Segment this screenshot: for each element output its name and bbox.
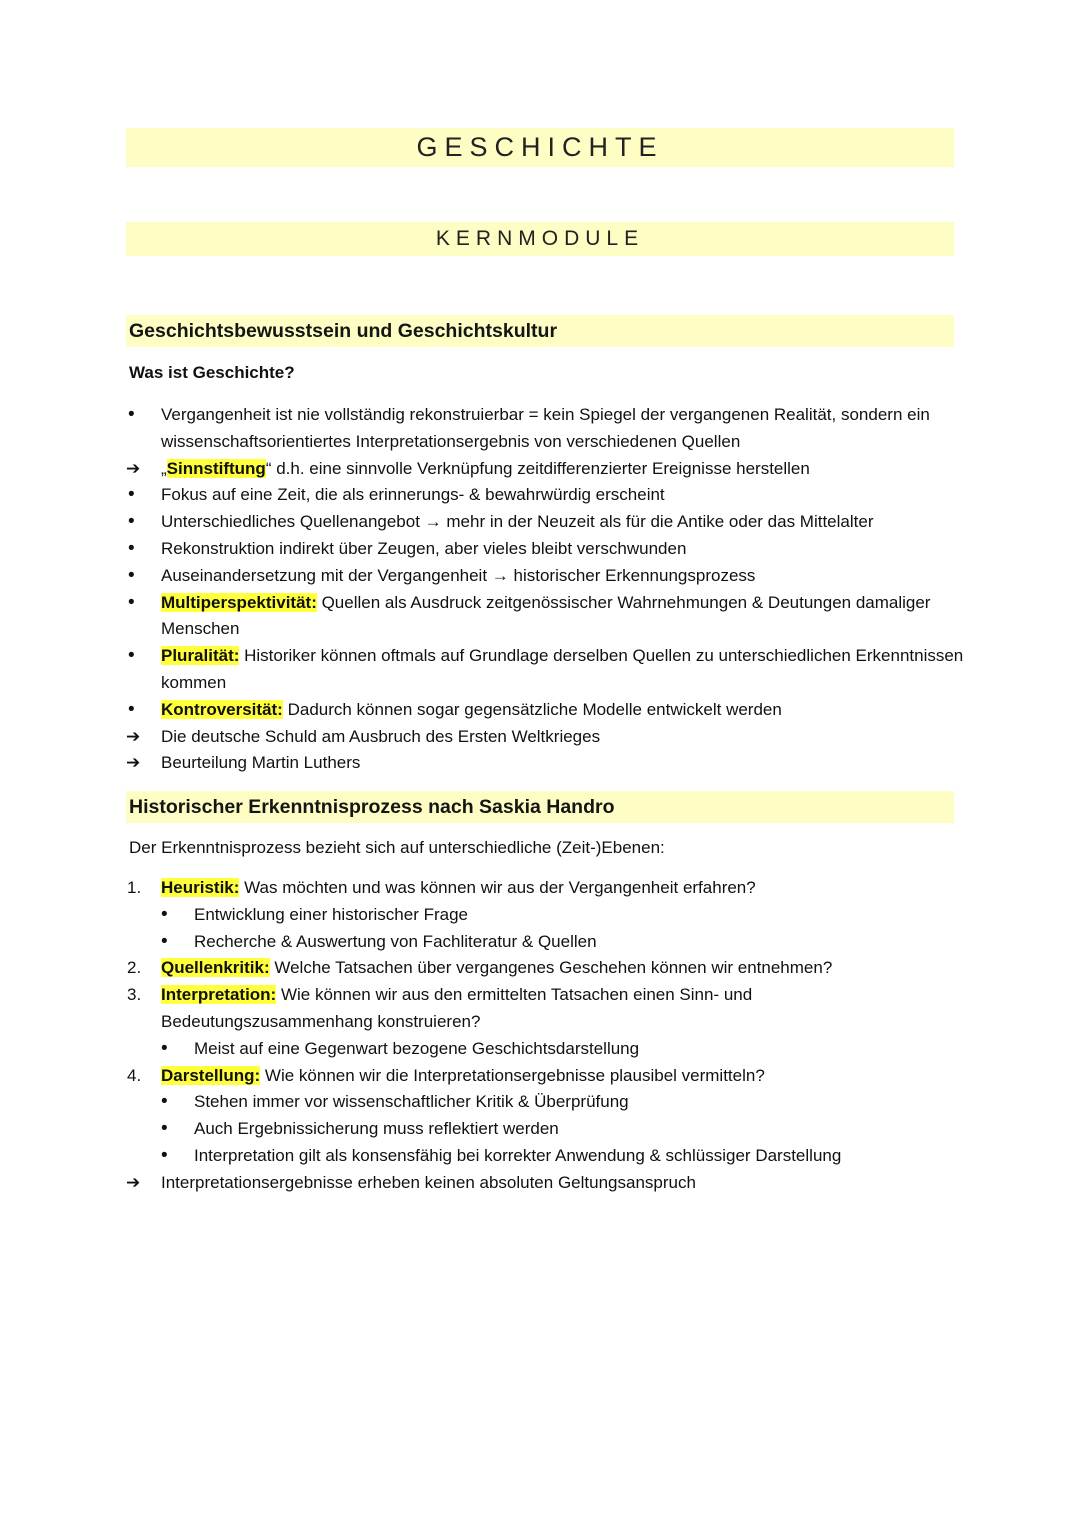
term-highlight: Heuristik: — [161, 878, 240, 897]
bullet-icon — [159, 1143, 189, 1170]
list-item: • Rekonstruktion indirekt über Zeugen, aber vieles bleibt verschwunden — [126, 536, 966, 563]
list-item: • Auseinandersetzung mit der Vergangenheit → historischer Erkennungsprozess — [126, 563, 966, 590]
term-highlight: Multiperspektivität: — [161, 592, 317, 612]
section1-list — [126, 402, 966, 777]
section2-intro: Der Erkenntnisprozess bezieht sich auf unterschiedliche (Zeit-)Ebenen: — [129, 838, 665, 857]
term-highlight: Pluralität: — [161, 646, 240, 666]
bullet-icon — [126, 590, 156, 617]
bullet-icon — [126, 509, 156, 536]
bullet-icon — [126, 536, 156, 563]
list-item: ➔ „Sinnstiftung“ d.h. eine sinnvolle Verknüpfung zeitdifferenzierter Ereignisse herstellen — [126, 456, 966, 483]
section2-list — [126, 875, 966, 1197]
section2-heading-band — [126, 791, 954, 823]
list-item: • Interpretation gilt als konsensfähig bei korrekter Anwendung & schlüssiger Darstellung — [126, 1143, 966, 1170]
list-item — [126, 1170, 966, 1197]
arrow-icon: ➔ — [126, 753, 141, 773]
term-highlight: Quellenkritik: — [161, 958, 270, 978]
term-highlight: Kontroversität: — [161, 699, 283, 719]
bullet-icon — [126, 563, 156, 590]
step-number: 1. — [127, 878, 142, 897]
arrow-icon: ➔ — [126, 726, 141, 746]
bullet-icon — [159, 902, 189, 929]
document-subtitle: KERNMODULE — [435, 227, 645, 250]
section1-heading: Geschichtsbewusstsein und Geschichtskultur — [129, 320, 558, 342]
step-number: 4. — [127, 1065, 142, 1085]
conclusion-text: Interpretationsergebnisse erheben keinen absoluten Geltungsanspruch — [161, 1172, 696, 1192]
list-item: • Multiperspektivität: Quellen als Ausdruck zeitgenössischer Wahrnehmungen & Deutungen damaliger Menschen — [126, 590, 966, 644]
bullet-icon — [159, 1036, 189, 1063]
list-item: • Fokus auf eine Zeit, die als erinnerungs- & bewahrwürdig erscheint — [126, 482, 966, 509]
section1-heading-band — [126, 315, 954, 347]
list-item: • Meist auf eine Gegenwart bezogene Geschichtsdarstellung — [126, 1036, 966, 1063]
document-title: GESCHICHTE — [416, 132, 664, 162]
bullet-icon — [126, 402, 156, 429]
bullet-icon — [126, 482, 156, 509]
list-item: • Kontroversität: Dadurch können sogar gegensätzliche Modelle entwickelt werden — [126, 697, 966, 724]
term-highlight: Sinnstiftung — [166, 458, 266, 478]
bullet-icon — [159, 929, 189, 956]
bullet-icon — [126, 697, 156, 724]
list-item: 3. Interpretation: Wie können wir aus den ermittelten Tatsachen einen Sinn- und Bedeutungszusammenhang konstruieren? — [126, 982, 966, 1036]
section2-heading: Historischer Erkenntnisprozess nach Saskia Handro — [129, 796, 615, 818]
term-highlight: Interpretation: — [161, 985, 277, 1005]
subtitle-band — [126, 222, 954, 256]
list-item: ➔ Die deutsche Schuld am Ausbruch des Ersten Weltkrieges — [126, 724, 966, 751]
step-number: 2. — [127, 958, 142, 978]
bullet-icon — [126, 643, 156, 670]
bullet-icon — [159, 1116, 189, 1143]
bullet-icon — [159, 1089, 189, 1116]
list-item: 4. Darstellung: Wie können wir die Interpretationsergebnisse plausibel vermitteln? — [126, 1063, 966, 1090]
section1-question: Was ist Geschichte? — [129, 363, 295, 382]
list-item: • Auch Ergebnissicherung muss reflektiert werden — [126, 1116, 966, 1143]
list-item: • Entwicklung einer historischer Frage — [126, 902, 966, 929]
list-item: 1. Heuristik: Was möchten und was können wir aus der Vergangenheit erfahren? — [126, 875, 966, 902]
term-highlight: Darstellung: — [161, 1065, 261, 1085]
list-item: • Stehen immer vor wissenschaftlicher Kritik & Überprüfung — [126, 1089, 966, 1116]
arrow-icon: ➔ — [126, 1172, 141, 1192]
title-band — [126, 128, 954, 167]
list-item: • Unterschiedliches Quellenangebot → mehr in der Neuzeit als für die Antike oder das Mittelalter — [126, 509, 966, 536]
list-item: ➔ Beurteilung Martin Luthers — [126, 750, 966, 777]
arrow-icon: ➔ — [126, 458, 141, 478]
list-item: • Recherche & Auswertung von Fachliteratur & Quellen — [126, 929, 966, 956]
step-number: 3. — [127, 985, 142, 1005]
list-item: 2. Quellenkritik: Welche Tatsachen über vergangenes Geschehen können wir entnehmen? — [126, 955, 966, 982]
list-item: • Pluralität: Historiker können oftmals auf Grundlage derselben Quellen zu unterschiedlichen Erkenntnissen kommen — [126, 643, 966, 697]
list-item: • Vergangenheit ist nie vollständig rekonstruierbar = kein Spiegel der vergangenen Realität, sondern ein wissenschaftsorientiertes Interpretationsergebnis von verschiedenen Quellen — [126, 402, 966, 456]
